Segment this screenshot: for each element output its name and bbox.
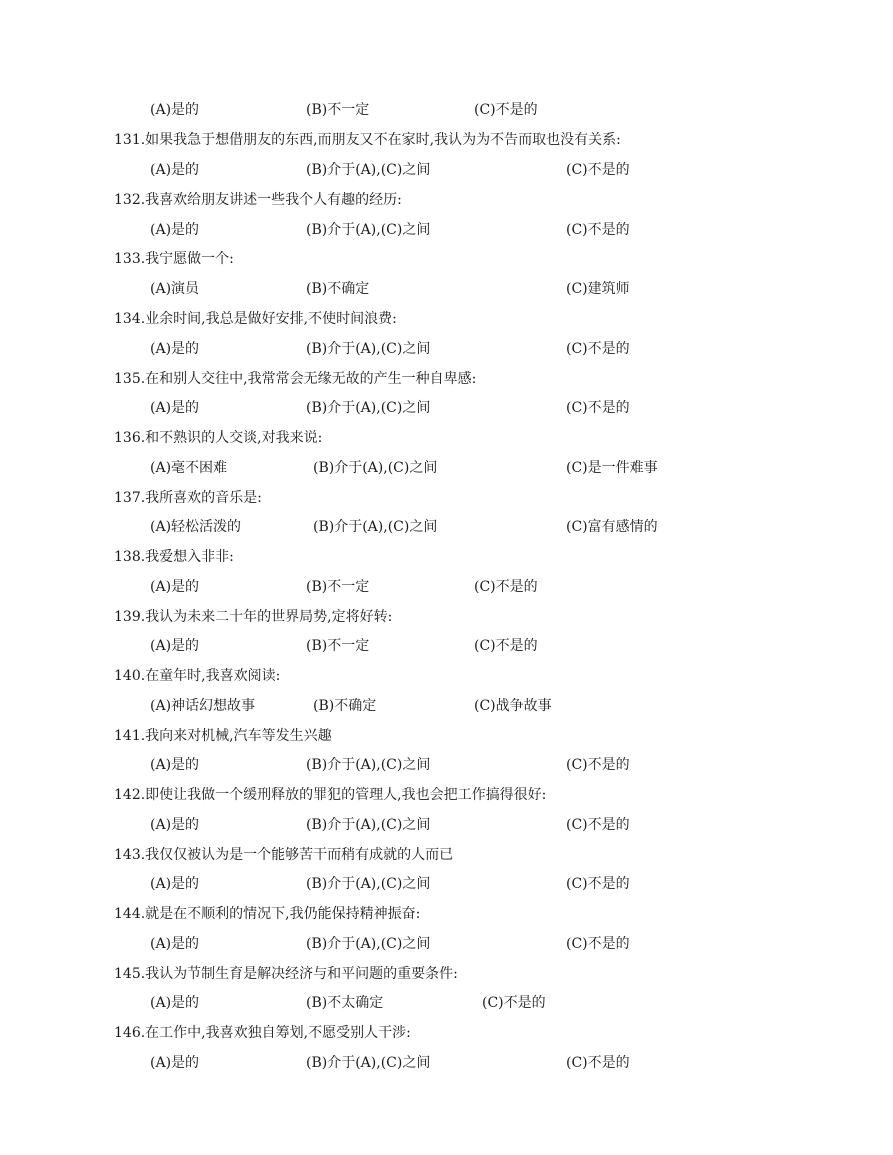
question-132-text: 132.我喜欢给朋友讲述一些我个人有趣的经历: <box>114 192 402 208</box>
question-145-option-a: (A)是的 <box>150 995 200 1011</box>
question-134-option-a: (A)是的 <box>150 341 200 357</box>
question-136-option-a: (A)毫不困难 <box>150 460 228 476</box>
question-144-option-a: (A)是的 <box>150 936 200 952</box>
question-140-option-b: (B)不确定 <box>313 698 377 714</box>
question-135-option-c: (C)不是的 <box>566 400 630 416</box>
question-146-option-b: (B)介于(A),(C)之间 <box>306 1055 431 1071</box>
question-142-option-a: (A)是的 <box>150 817 200 833</box>
question-142-option-b: (B)介于(A),(C)之间 <box>306 817 431 833</box>
question-136-option-c: (C)是一件难事 <box>566 460 658 476</box>
question-143-option-b: (B)介于(A),(C)之间 <box>306 876 431 892</box>
question-137-text: 137.我所喜欢的音乐是: <box>114 490 262 506</box>
question-145-option-b: (B)不太确定 <box>306 995 384 1011</box>
question-134-option-b: (B)介于(A),(C)之间 <box>306 341 431 357</box>
question-132-option-b: (B)介于(A),(C)之间 <box>306 222 431 238</box>
question-137-option-a: (A)轻松活泼的 <box>150 519 242 535</box>
question-143-option-a: (A)是的 <box>150 876 200 892</box>
question-134-option-c: (C)不是的 <box>566 341 630 357</box>
lead-option-c: (C)不是的 <box>474 102 538 118</box>
question-136-text: 136.和不熟识的人交谈,对我来说: <box>114 430 323 446</box>
question-136-option-b: (B)介于(A),(C)之间 <box>313 460 438 476</box>
question-133-option-b: (B)不确定 <box>306 281 370 297</box>
question-146-option-c: (C)不是的 <box>566 1055 630 1071</box>
question-132-option-c: (C)不是的 <box>566 222 630 238</box>
question-132-option-a: (A)是的 <box>150 222 200 238</box>
question-145-text: 145.我认为节制生育是解决经济与和平问题的重要条件: <box>114 966 458 982</box>
question-143-option-c: (C)不是的 <box>566 876 630 892</box>
question-131-option-c: (C)不是的 <box>566 162 630 178</box>
question-135-text: 135.在和别人交往中,我常常会无缘无故的产生一种自卑感: <box>114 371 477 387</box>
question-140-option-a: (A)神话幻想故事 <box>150 698 256 714</box>
question-140-option-c: (C)战争故事 <box>474 698 552 714</box>
question-135-option-a: (A)是的 <box>150 400 200 416</box>
question-138-option-b: (B)不一定 <box>306 579 370 595</box>
question-133-option-a: (A)演员 <box>150 281 200 297</box>
question-144-option-c: (C)不是的 <box>566 936 630 952</box>
question-139-option-b: (B)不一定 <box>306 638 370 654</box>
question-137-option-b: (B)介于(A),(C)之间 <box>313 519 438 535</box>
question-144-text: 144.就是在不顺利的情况下,我仍能保持精神振奋: <box>114 906 421 922</box>
question-138-option-a: (A)是的 <box>150 579 200 595</box>
question-133-option-c: (C)建筑师 <box>566 281 630 297</box>
question-138-option-c: (C)不是的 <box>474 579 538 595</box>
lead-option-a: (A)是的 <box>150 102 200 118</box>
question-134-text: 134.业余时间,我总是做好安排,不使时间浪费: <box>114 311 397 327</box>
question-139-option-a: (A)是的 <box>150 638 200 654</box>
question-137-option-c: (C)富有感情的 <box>566 519 658 535</box>
question-141-option-b: (B)介于(A),(C)之间 <box>306 757 431 773</box>
question-133-text: 133.我宁愿做一个: <box>114 251 234 267</box>
question-131-option-b: (B)介于(A),(C)之间 <box>306 162 431 178</box>
question-139-text: 139.我认为未来二十年的世界局势,定将好转: <box>114 609 393 625</box>
question-146-text: 146.在工作中,我喜欢独自筹划,不愿受别人干涉: <box>114 1025 411 1041</box>
question-131-text: 131.如果我急于想借朋友的东西,而朋友又不在家时,我认为为不告而取也没有关系: <box>114 132 621 148</box>
question-141-option-a: (A)是的 <box>150 757 200 773</box>
question-139-option-c: (C)不是的 <box>474 638 538 654</box>
question-135-option-b: (B)介于(A),(C)之间 <box>306 400 431 416</box>
question-146-option-a: (A)是的 <box>150 1055 200 1071</box>
question-145-option-c: (C)不是的 <box>482 995 546 1011</box>
lead-option-b: (B)不一定 <box>306 102 370 118</box>
question-141-text: 141.我向来对机械,汽车等发生兴趣 <box>114 728 332 744</box>
question-131-option-a: (A)是的 <box>150 162 200 178</box>
question-138-text: 138.我爱想入非非: <box>114 549 234 565</box>
question-140-text: 140.在童年时,我喜欢阅读: <box>114 668 281 684</box>
question-142-option-c: (C)不是的 <box>566 817 630 833</box>
question-144-option-b: (B)介于(A),(C)之间 <box>306 936 431 952</box>
question-143-text: 143.我仅仅被认为是一个能够苦干而稍有成就的人而已 <box>114 847 454 863</box>
question-142-text: 142.即使让我做一个缓刑释放的罪犯的管理人,我也会把工作搞得很好: <box>114 787 547 803</box>
question-141-option-c: (C)不是的 <box>566 757 630 773</box>
